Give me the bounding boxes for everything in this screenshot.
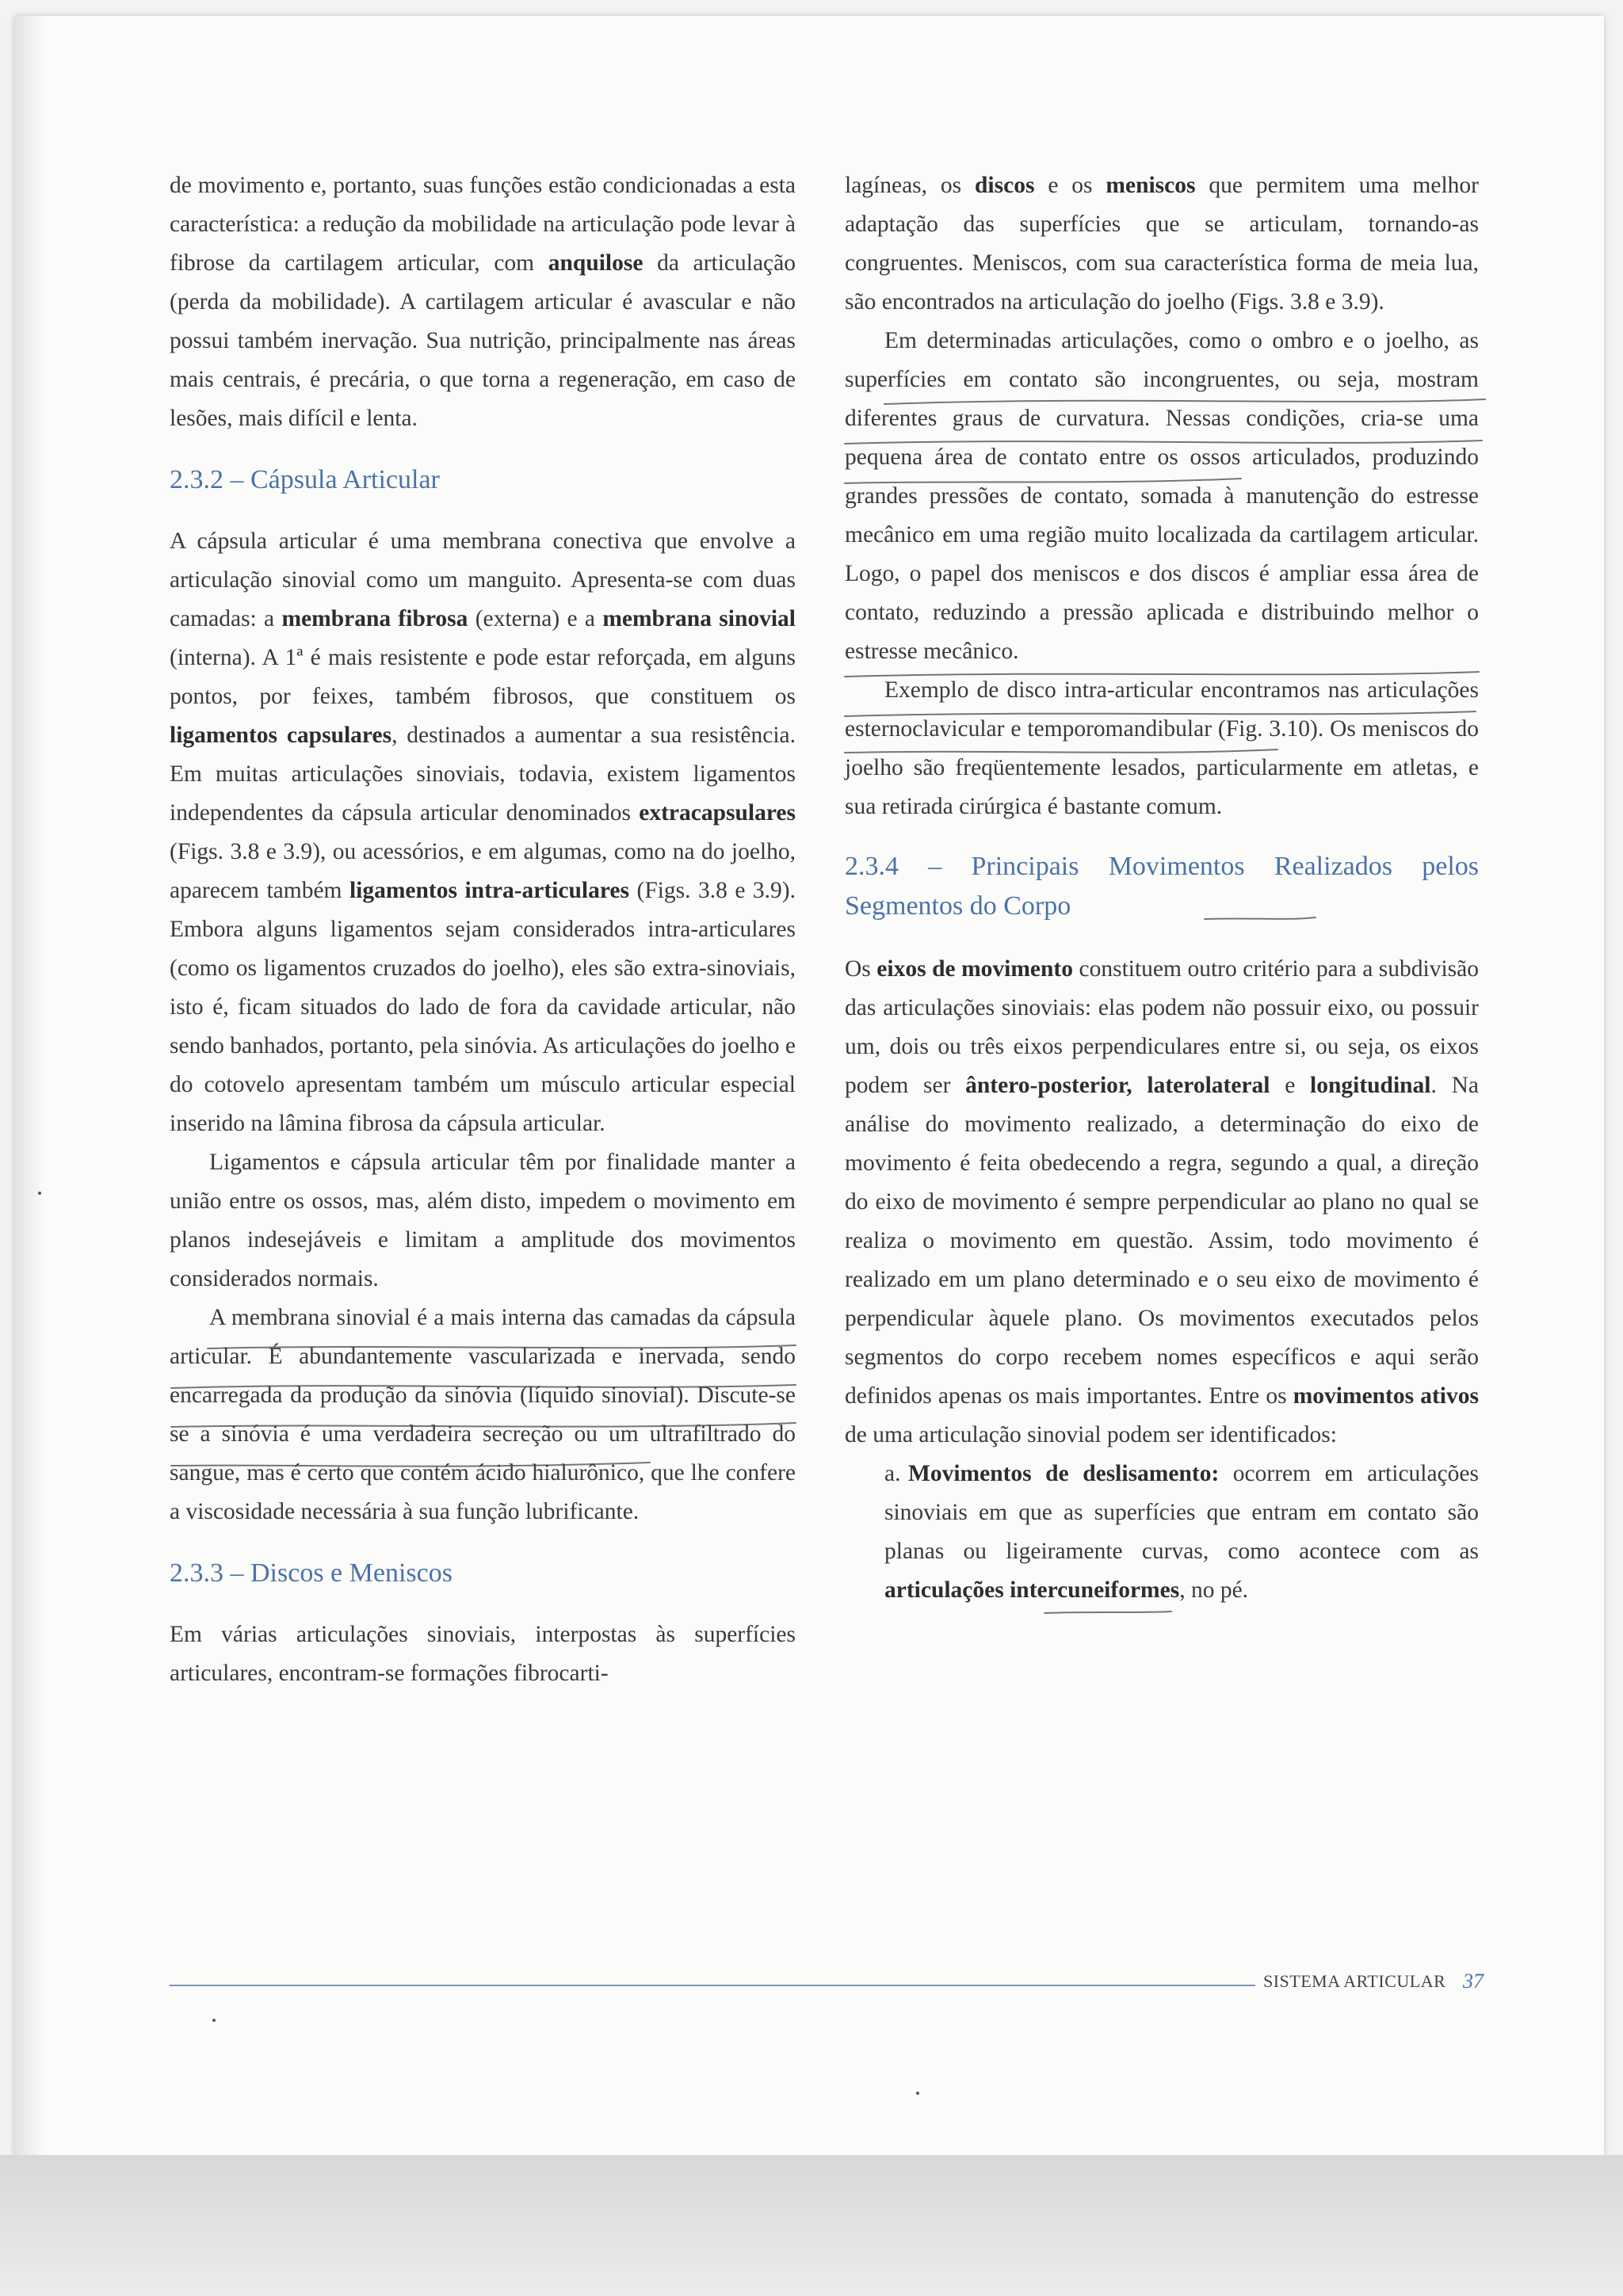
section-heading-capsula-articular: 2.3.2 – Cápsula Articular [170,465,440,494]
right-column [845,166,1479,1610]
scan-speck [38,1192,41,1195]
scanner-bottom-edge [0,2155,1623,2296]
section-heading-principais-movimentos: 2.3.4 – Principais Movimentos Realizados pelos Segmentos do Corpo [845,852,1479,921]
paragraph-mobility: de movimento e, portanto, suas funções estão condicionadas a esta característica: a redução da mobilidade na articulação pode levar à fibrose da cartilagem articular, com anquilose da articulação (perda da mobilidade). A cartilagem articular é avascular e não possui também inervação. Sua nutrição, principalmente nas áreas mais centrais, é precária, o que torna a regeneração, em caso de lesões, mais difícil e lenta. [170,173,796,431]
left-column [170,166,796,1693]
list-item-deslisamento: a. Movimentos de deslisamento: ocorrem em articulações sinoviais em que as superfícies que entram em contato são planas ou ligeiramente curvas, como acontece com as articulações intercuneiformes, no pé. [845,1455,1479,1610]
paragraph-eixos-movimento: Os eixos de movimento constituem outro critério para a subdivisão das articulações sinoviais: elas podem não possuir eixo, ou possuir um, dois ou três eixos perpendiculares entre si, ou seja, os eixos podem ser ântero-posterior, laterolateral e longitudinal. Na análise do movimento realizado, a determinação do eixo de movimento é feita obedecendo a regra, segundo a qual, a direção do eixo de movimento é sempre perpendicular ao plano no qual se realiza o movimento em questão. Assim, todo movimento é realizado em um plano determinado e o seu eixo de movimento é perpendicular àquele plano. Os movimentos executados pelos segmentos do corpo recebem nomes específicos e aqui serão definidos apenas os mais importantes. Entre os movimentos ativos de uma articulação sinovial podem ser identificados: [845,956,1479,1447]
list-marker-a: a. [884,1461,901,1486]
scan-speck [212,2019,216,2022]
footer-rule [170,1985,1255,1986]
section-heading-discos-meniscos: 2.3.3 – Discos e Meniscos [170,1558,453,1588]
paragraph-disco-intra-articular: Exemplo de disco intra-articular encontramos nas articulações esternoclavicular e temporomandibular (Fig. 3.10). Os meniscos do joelho são freqüentemente lesados, particularmente em atletas, e sua retirada cirúrgica é bastante comum. [845,677,1479,819]
paragraph-formacoes-fibrocartilagineas: Em várias articulações sinoviais, interpostas às superfícies articulares, encontram-se formações fibrocarti- [170,1622,796,1686]
paragraph-discos-meniscos: lagíneas, os discos e os meniscos que permitem uma melhor adaptação das superfícies que se articulam, tornando-as congruentes. Meniscos, com sua característica forma de meia lua, são encontrados na articulação do joelho (Figs. 3.8 e 3.9). [845,173,1479,315]
paragraph-ligamentos-finalidade: Ligamentos e cápsula articular têm por finalidade manter a união entre os ossos, mas, além disto, impedem o movimento em planos indesejáveis e limitam a amplitude dos movimentos considerados normais. [170,1150,796,1291]
running-footer-title: SISTEMA ARTICULAR [1263,1971,1446,1991]
page-number: 37 [1463,1970,1484,1993]
term-anquilose: anquilose [548,250,643,276]
scan-speck [916,2092,919,2095]
paragraph-superficies-incongruentes: Em determinadas articulações, como o ombro e o joelho, as superfícies em contato são incongruentes, ou seja, mostram diferentes graus de curvatura. Nessas condições, cria-se uma pequena área de contato entre os ossos articulados, produzindo grandes pressões de contato, somada à manutenção do estresse mecânico em uma região muito localizada da cartilagem articular. Logo, o papel dos meniscos e dos discos é ampliar essa área de contato, reduzindo a pressão aplicada e distribuindo melhor o estresse mecânico. [845,328,1479,664]
paragraph-membrana-sinovial: A membrana sinovial é a mais interna das camadas da cápsula articular. É abundantemente vascularizada e inervada, sendo encarregada da produção da sinóvia (líquido sinovial). Discute-se se a sinóvia é uma verdadeira secreção ou um ultrafiltrado do sangue, mas é certo que contém ácido hialurônico, que lhe confere a viscosidade necessária à sua função lubrificante. [170,1305,796,1524]
paragraph-capsula: A cápsula articular é uma membrana conectiva que envolve a articulação sinovial como um manguito. Apresenta-se com duas camadas: a membrana fibrosa (externa) e a membrana sinovial (interna). A 1ª é mais resistente e pode estar reforçada, em alguns pontos, por feixes, também fibrosos, que constituem os ligamentos capsulares, destinados a aumentar a sua resistência. Em muitas articulações sinoviais, todavia, existem ligamentos independentes da cápsula articular denominados extracapsulares (Figs. 3.8 e 3.9), ou acessórios, e em algumas, como na do joelho, aparecem também ligamentos intra-articulares (Figs. 3.8 e 3.9). Embora alguns ligamentos sejam considerados intra-articulares (como os ligamentos cruzados do joelho), eles são extra-sinoviais, isto é, ficam situados do lado de fora da cavidade articular, não sendo banhados, portanto, pela sinóvia. As articulações do joelho e do cotovelo apresentam também um músculo articular especial inserido na lâmina fibrosa da cápsula articular. [170,528,796,1136]
page-gutter-shadow [14,16,44,2155]
